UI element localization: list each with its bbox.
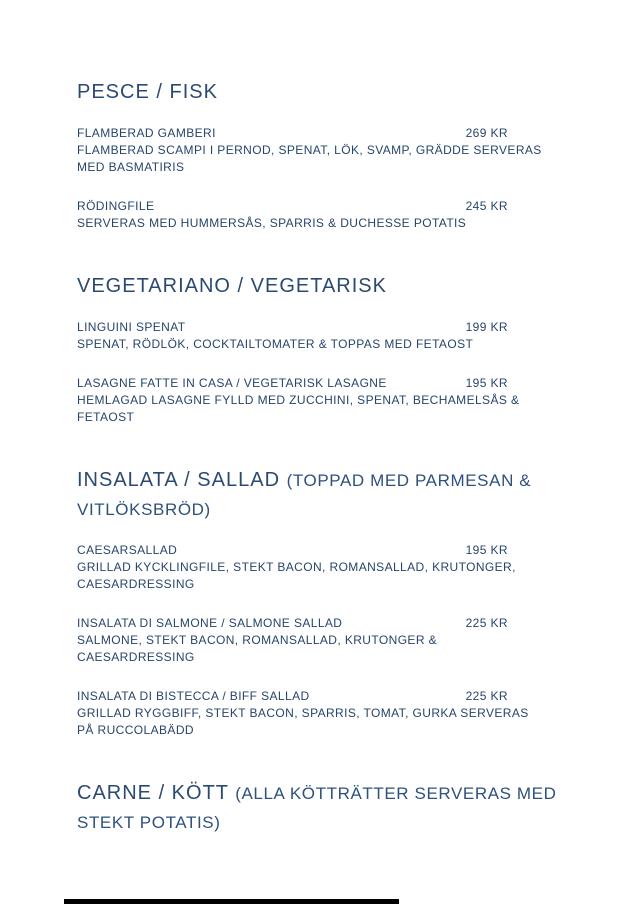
menu-section-vegetariano bbox=[77, 272, 640, 426]
menu-item-insalata-di-bistecca bbox=[77, 688, 549, 739]
item-description: GRILLAD KYCKLINGFILE, STEKT BACON, ROMANSALLAD, KRUTONGER, CAESARDRESSING bbox=[77, 560, 516, 591]
item-name-price-row bbox=[77, 198, 508, 215]
item-name: LINGUINI SPENAT bbox=[77, 320, 186, 334]
item-description: GRILLAD RYGGBIFF, STEKT BACON, SPARRIS, TOMAT, GURKA SERVERAS PÅ RUCCOLABÄDD bbox=[77, 706, 529, 737]
menu-item-rodingfile bbox=[77, 198, 549, 232]
section-title: CARNE / KÖTT bbox=[77, 782, 229, 804]
item-price: 199 KR bbox=[465, 320, 508, 334]
item-name-price-row bbox=[77, 375, 508, 392]
section-title: PESCE / FISK bbox=[77, 81, 218, 103]
menu-item-insalata-di-salmone bbox=[77, 615, 549, 666]
item-price: 245 KR bbox=[465, 199, 508, 213]
item-name-price-row bbox=[77, 319, 508, 336]
section-heading-carne bbox=[77, 779, 567, 837]
item-description: SALMONE, STEKT BACON, ROMANSALLAD, KRUTONGER & CAESARDRESSING bbox=[77, 633, 438, 664]
section-title: VEGETARIANO / VEGETARISK bbox=[77, 275, 387, 297]
menu-section-insalata bbox=[77, 466, 640, 739]
section-heading-pesce bbox=[77, 78, 567, 107]
item-name: FLAMBERAD GAMBERI bbox=[77, 126, 216, 140]
item-price: 195 KR bbox=[465, 376, 508, 390]
section-subtitle: (TOPPAD MED PARMESAN & VITLÖKSBRÖD) bbox=[77, 471, 532, 519]
item-name: INSALATA DI BISTECCA / BIFF SALLAD bbox=[77, 689, 310, 703]
section-title: INSALATA / SALLAD bbox=[77, 469, 281, 491]
item-description: HEMLAGAD LASAGNE FYLLD MED ZUCCHINI, SPENAT, BECHAMELSÅS & FETAOST bbox=[77, 393, 520, 424]
section-heading-vegetariano bbox=[77, 272, 567, 301]
item-name-price-row bbox=[77, 125, 508, 142]
bottom-progress-bar bbox=[64, 899, 399, 904]
section-heading-insalata bbox=[77, 466, 567, 524]
item-name-price-row bbox=[77, 688, 508, 705]
item-name: RÖDINGFILE bbox=[77, 199, 155, 213]
item-description: FLAMBERAD SCAMPI I PERNOD, SPENAT, LÖK, SVAMP, GRÄDDE SERVERAS MED BASMATIRIS bbox=[77, 143, 542, 174]
item-price: 269 KR bbox=[465, 126, 508, 140]
menu-item-flamberad-gamberi bbox=[77, 125, 549, 176]
menu-item-linguini-spenat bbox=[77, 319, 549, 353]
menu-section-carne bbox=[77, 779, 640, 837]
item-name: CAESARSALLAD bbox=[77, 543, 178, 557]
item-name: LASAGNE FATTE IN CASA / VEGETARISK LASAGNE bbox=[77, 376, 387, 390]
item-description: SERVERAS MED HUMMERSÅS, SPARRIS & DUCHESSE POTATIS bbox=[77, 216, 467, 230]
item-description: SPENAT, RÖDLÖK, COCKTAILTOMATER & TOPPAS MED FETAOST bbox=[77, 337, 474, 351]
section-subtitle: (ALLA KÖTTRÄTTER SERVERAS MED STEKT POTATIS) bbox=[77, 784, 557, 832]
menu-section-pesce bbox=[77, 78, 640, 232]
item-name-price-row bbox=[77, 542, 508, 559]
item-name: INSALATA DI SALMONE / SALMONE SALLAD bbox=[77, 616, 343, 630]
item-price: 225 KR bbox=[465, 616, 508, 630]
menu-item-caesarsallad bbox=[77, 542, 549, 593]
menu-item-lasagne-fatte-in-casa bbox=[77, 375, 549, 426]
item-name-price-row bbox=[77, 615, 508, 632]
item-price: 195 KR bbox=[465, 543, 508, 557]
item-price: 225 KR bbox=[465, 689, 508, 703]
